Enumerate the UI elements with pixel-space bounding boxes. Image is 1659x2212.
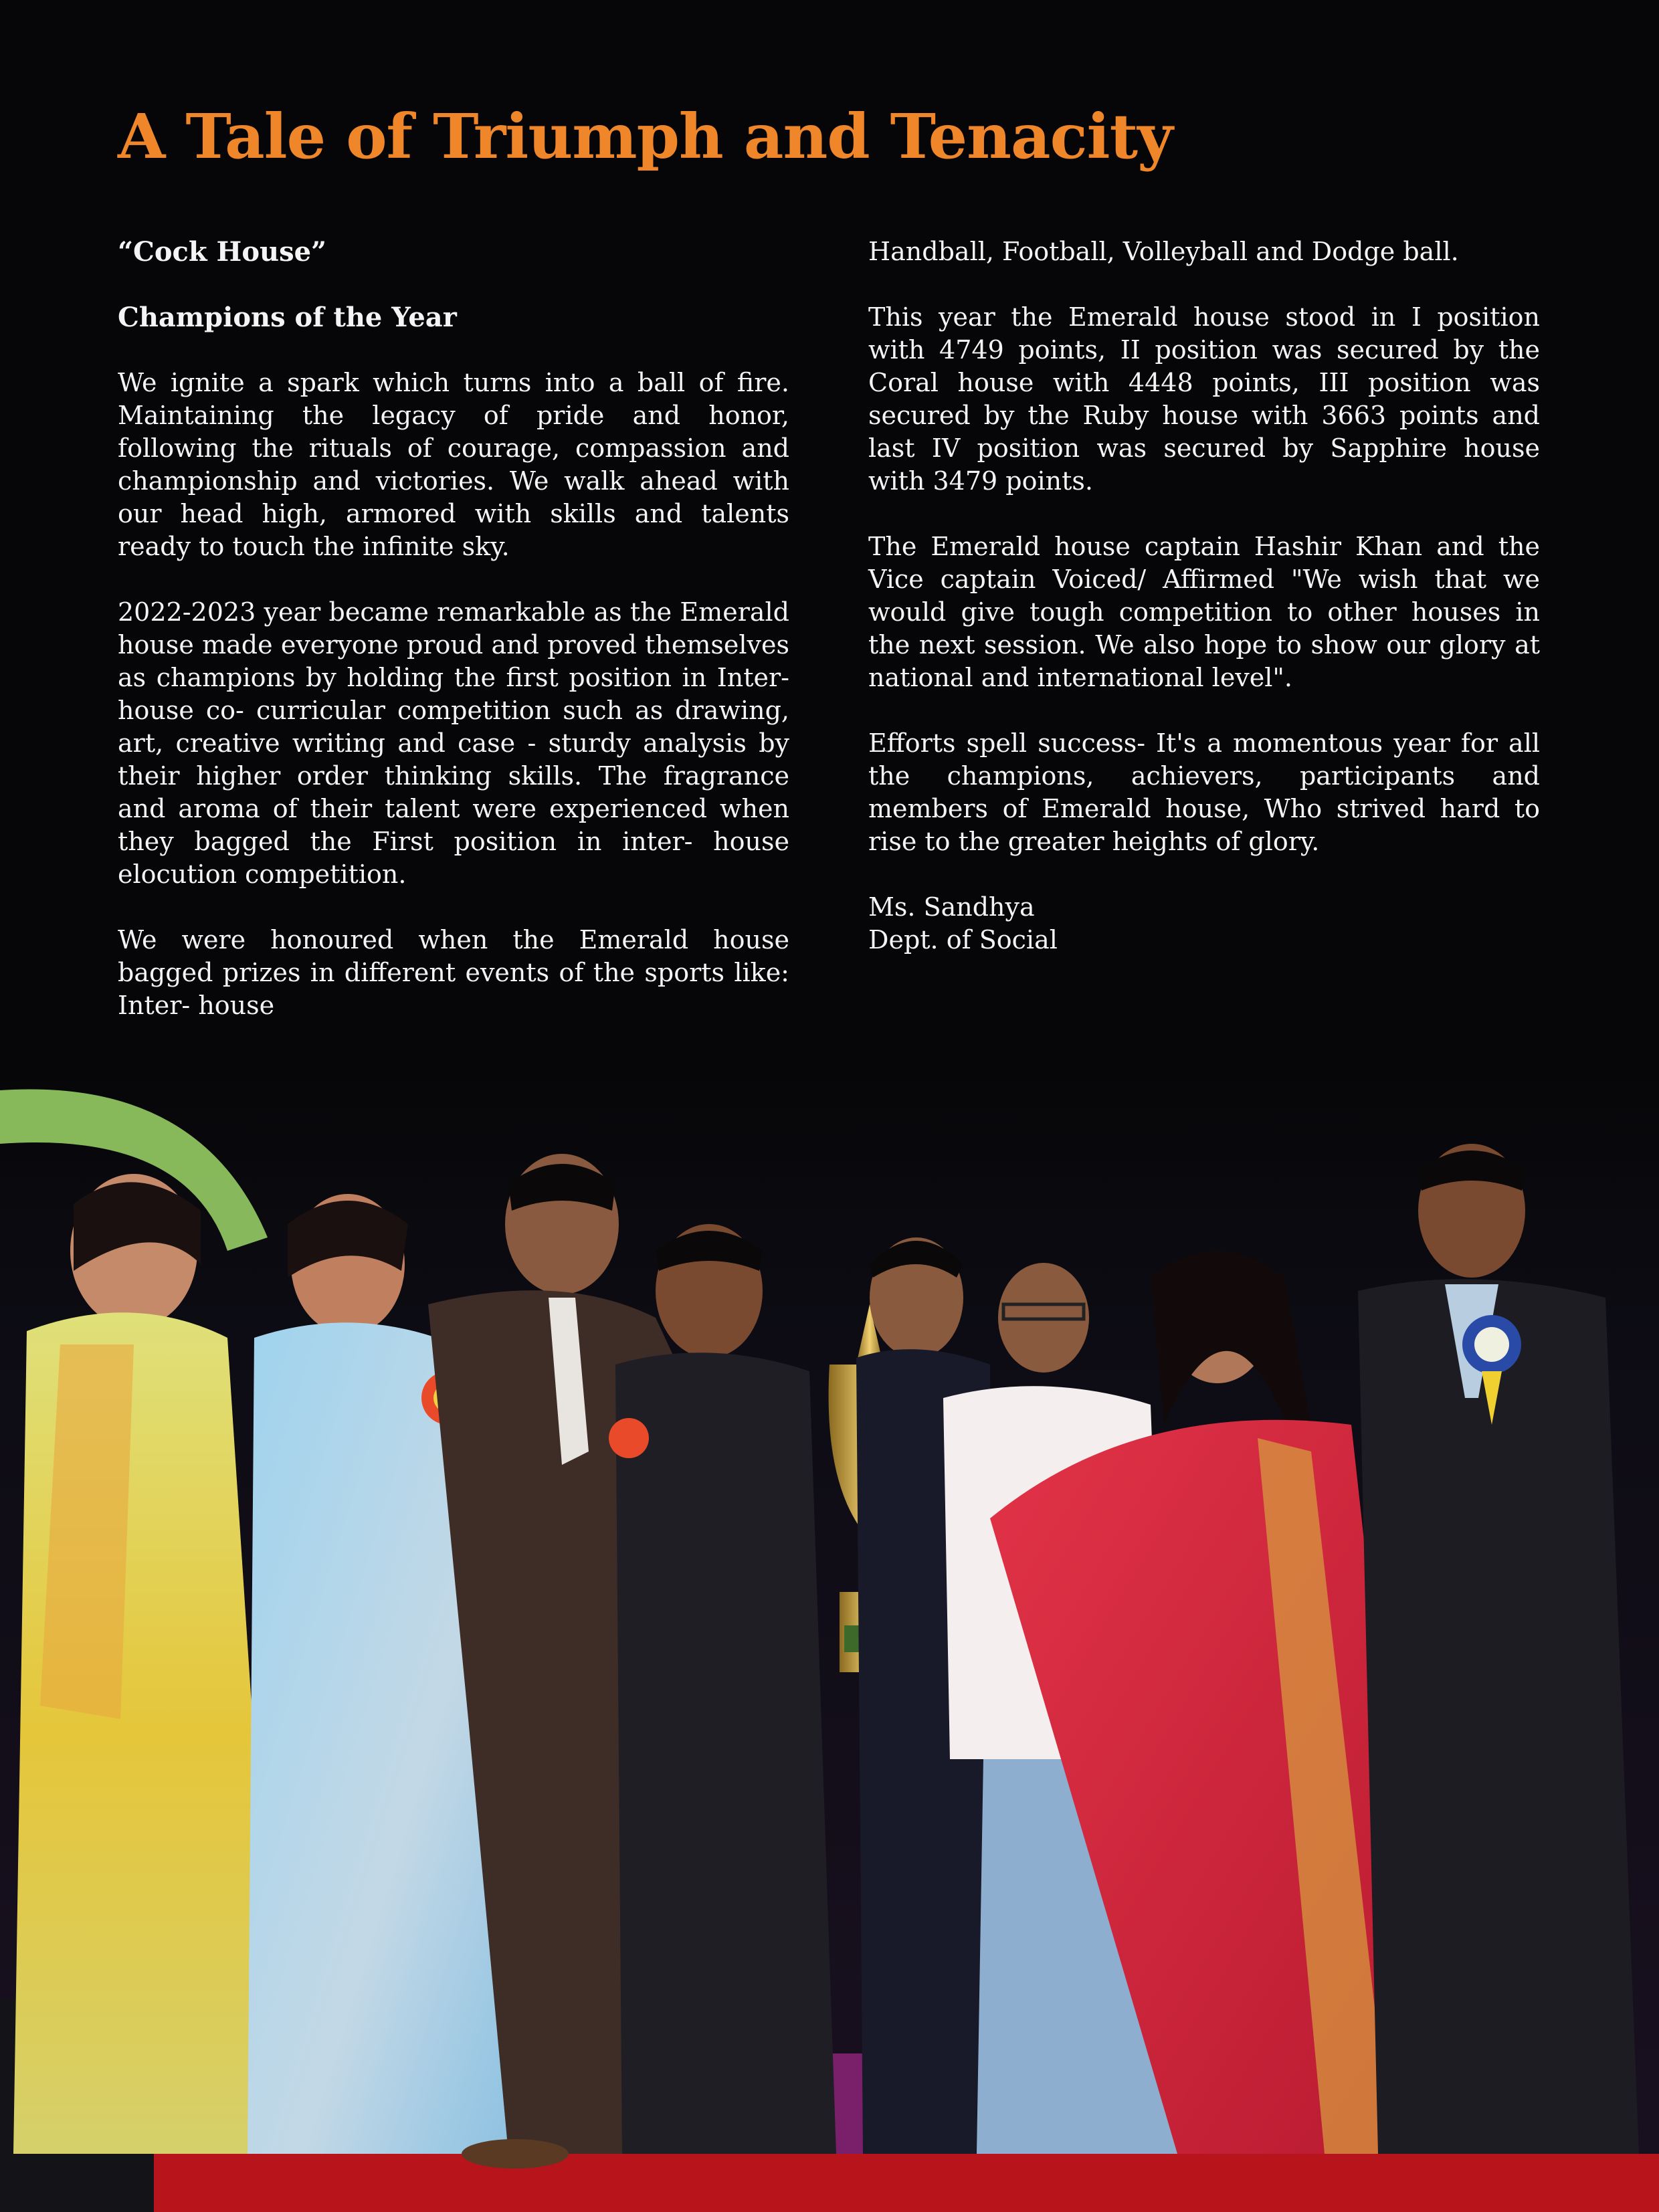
stage-floor — [0, 2154, 1659, 2212]
paragraph-intro: We ignite a spark which turns into a ball of fire. Maintaining the legacy of pride and honor, following the rituals of courage, compassion and championship and victories. We walk ahead with our head high, armored with skills and talents ready to touch the infinite sky. — [118, 368, 789, 561]
signature-department: Dept. of Social — [868, 925, 1058, 954]
champions-subheading: Champions of the Year — [118, 302, 457, 333]
award-ceremony-photo — [0, 1050, 1659, 2212]
left-column — [118, 235, 789, 1022]
paragraph-captain-quote: The Emerald house captain Hashir Khan and the Vice captain Voiced/ Affirmed "We wish that we would give tough competition to other houses in the next session. We also hope to show our glory at national and international level". — [868, 532, 1540, 692]
right-column — [868, 235, 1540, 957]
paragraph-cocurricular: 2022-2023 year became remarkable as the Emerald house made everyone proud and proved themselves as champions by holding the first position in Inter- house co- curricular competition such as drawing, art, creative writing and case - sturdy analysis by their higher order thinking skills. The fragrance and aroma of their talent were experienced when they bagged the First position in inter- house elocution competition. — [118, 597, 789, 889]
paragraph-sports: We were honoured when the Emerald house bagged prizes in different events of the sports like: Inter- house — [118, 925, 789, 1020]
paragraph-efforts: Efforts spell success- It's a momentous year for all the champions, achievers, participants and members of Emerald house, Who strived hard to rise to the greater heights of glory. — [868, 728, 1540, 856]
paragraph-sports-list: Handball, Football, Volleyball and Dodge ball. — [868, 237, 1459, 266]
page-title: A Tale of Triumph and Tenacity — [118, 100, 1173, 173]
house-name-heading: “Cock House” — [118, 236, 327, 268]
signature-name: Ms. Sandhya — [868, 892, 1035, 922]
paragraph-points: This year the Emerald house stood in I position with 4749 points, II position was secured by the Coral house with 4448 points, III position was secured by the Ruby house with 3663 points and last IV position was secured by Sapphire house with 3479 points. — [868, 302, 1540, 496]
